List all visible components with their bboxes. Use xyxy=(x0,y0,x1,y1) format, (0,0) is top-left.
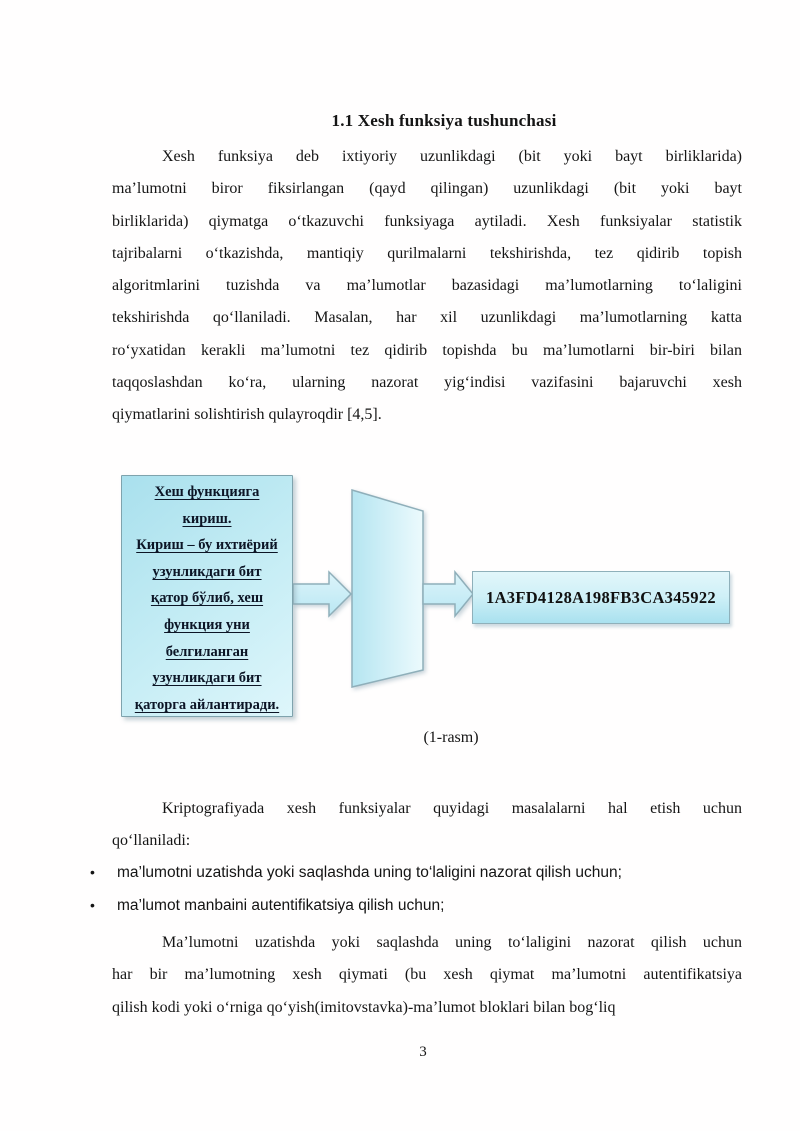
text-line: har bir ma’lumotning xesh qiymati (bu xesh qiymat ma’lumotni autentifikatsiya xyxy=(112,966,742,984)
bullet-icon: • xyxy=(90,897,95,913)
bullet-list xyxy=(90,864,742,930)
page-number: 3 xyxy=(419,1044,427,1060)
text-line: taqqoslashdan ko‘ra, ularning nazorat yig‘indisi vazifasini bajaruvchi xesh xyxy=(112,374,742,392)
input-box-line: белгиланган xyxy=(165,643,249,660)
list-item xyxy=(90,864,742,888)
text-line: ro‘yxatidan kerakli ma’lumotni tez qidirib topishda bu ma’lumotlarni bir-biri bilan xyxy=(112,341,742,359)
input-box-line: қатор бўлиб, хеш xyxy=(150,590,264,607)
hash-function-trapezoid-shape xyxy=(352,490,423,687)
list-item-text: ma’lumot manbaini autentifikatsiya qilish uchun; xyxy=(117,897,445,914)
list-item-text: ma’lumotni uzatishda yoki saqlashda uning to‘laligini nazorat qilish uchun; xyxy=(117,864,622,881)
arrow-right-icon xyxy=(423,572,473,616)
page-title: 1.1 Xesh funksiya tushunchasi xyxy=(331,111,557,130)
text-line: qilish kodi yoki o‘rniga qo‘yish(imitovstavka)-ma’lumot bloklari bilan bog‘liq xyxy=(112,998,616,1016)
input-box-line: қаторга айлантиради. xyxy=(134,696,280,713)
input-box-line: кириш. xyxy=(182,510,232,527)
input-box-line: узунликдаги бит xyxy=(152,563,262,580)
input-box-line: функция уни xyxy=(164,616,250,633)
figure-caption: (1-rasm) xyxy=(423,729,479,746)
input-box-line: Хеш функцияга xyxy=(154,484,260,500)
text-line: algoritmlarini tuzishda va ma’lumotlar bazasidagi ma’lumotlarning to‘laligini xyxy=(112,277,742,295)
hash-value: 1A3FD4128A198FB3CA345922 xyxy=(486,587,716,607)
paragraph-integrity xyxy=(112,927,742,1024)
paragraph-crypto-uses xyxy=(112,793,742,858)
text-line: Ma’lumotni uzatishda yoki saqlashda uning to‘laligini nazorat qilish uchun xyxy=(162,934,742,951)
text-line: ma’lumotni biror fiksirlangan (qayd qilingan) uzunlikdagi (bit yoki bayt xyxy=(112,180,742,198)
bullet-icon: • xyxy=(90,864,95,880)
input-box-line: узунликдаги бит xyxy=(152,670,262,687)
hash-input-box xyxy=(121,475,293,717)
paragraph-intro xyxy=(112,141,742,432)
list-item xyxy=(90,897,742,921)
hash-output-box xyxy=(472,571,730,624)
text-line: tekshirishda qo‘llaniladi. Masalan, har xil uzunlikdagi ma’lumotlarning katta xyxy=(112,309,742,327)
text-line: qo‘llaniladi: xyxy=(112,832,191,850)
arrow-right-icon xyxy=(293,572,351,616)
text-line: qiymatlarini solishtirish qulayroqdir [4,5]. xyxy=(112,406,382,424)
input-box-line: Кириш – бу ихтиёрий xyxy=(136,537,278,554)
text-line: birliklarida) qiymatga o‘tkazuvchi funksiyaga aytiladi. Xesh funksiyalar statistik xyxy=(112,212,742,230)
text-line: tajribalarni o‘tkazishda, mantiqiy qurilmalarni tekshirishda, tez qidirib topish xyxy=(112,244,742,262)
text-line: Kriptografiyada xesh funksiyalar quyidagi masalalarni hal etish uchun xyxy=(162,800,742,817)
text-line: Xesh funksiya deb ixtiyoriy uzunlikdagi (bit yoki bayt birliklarida) xyxy=(162,148,742,165)
